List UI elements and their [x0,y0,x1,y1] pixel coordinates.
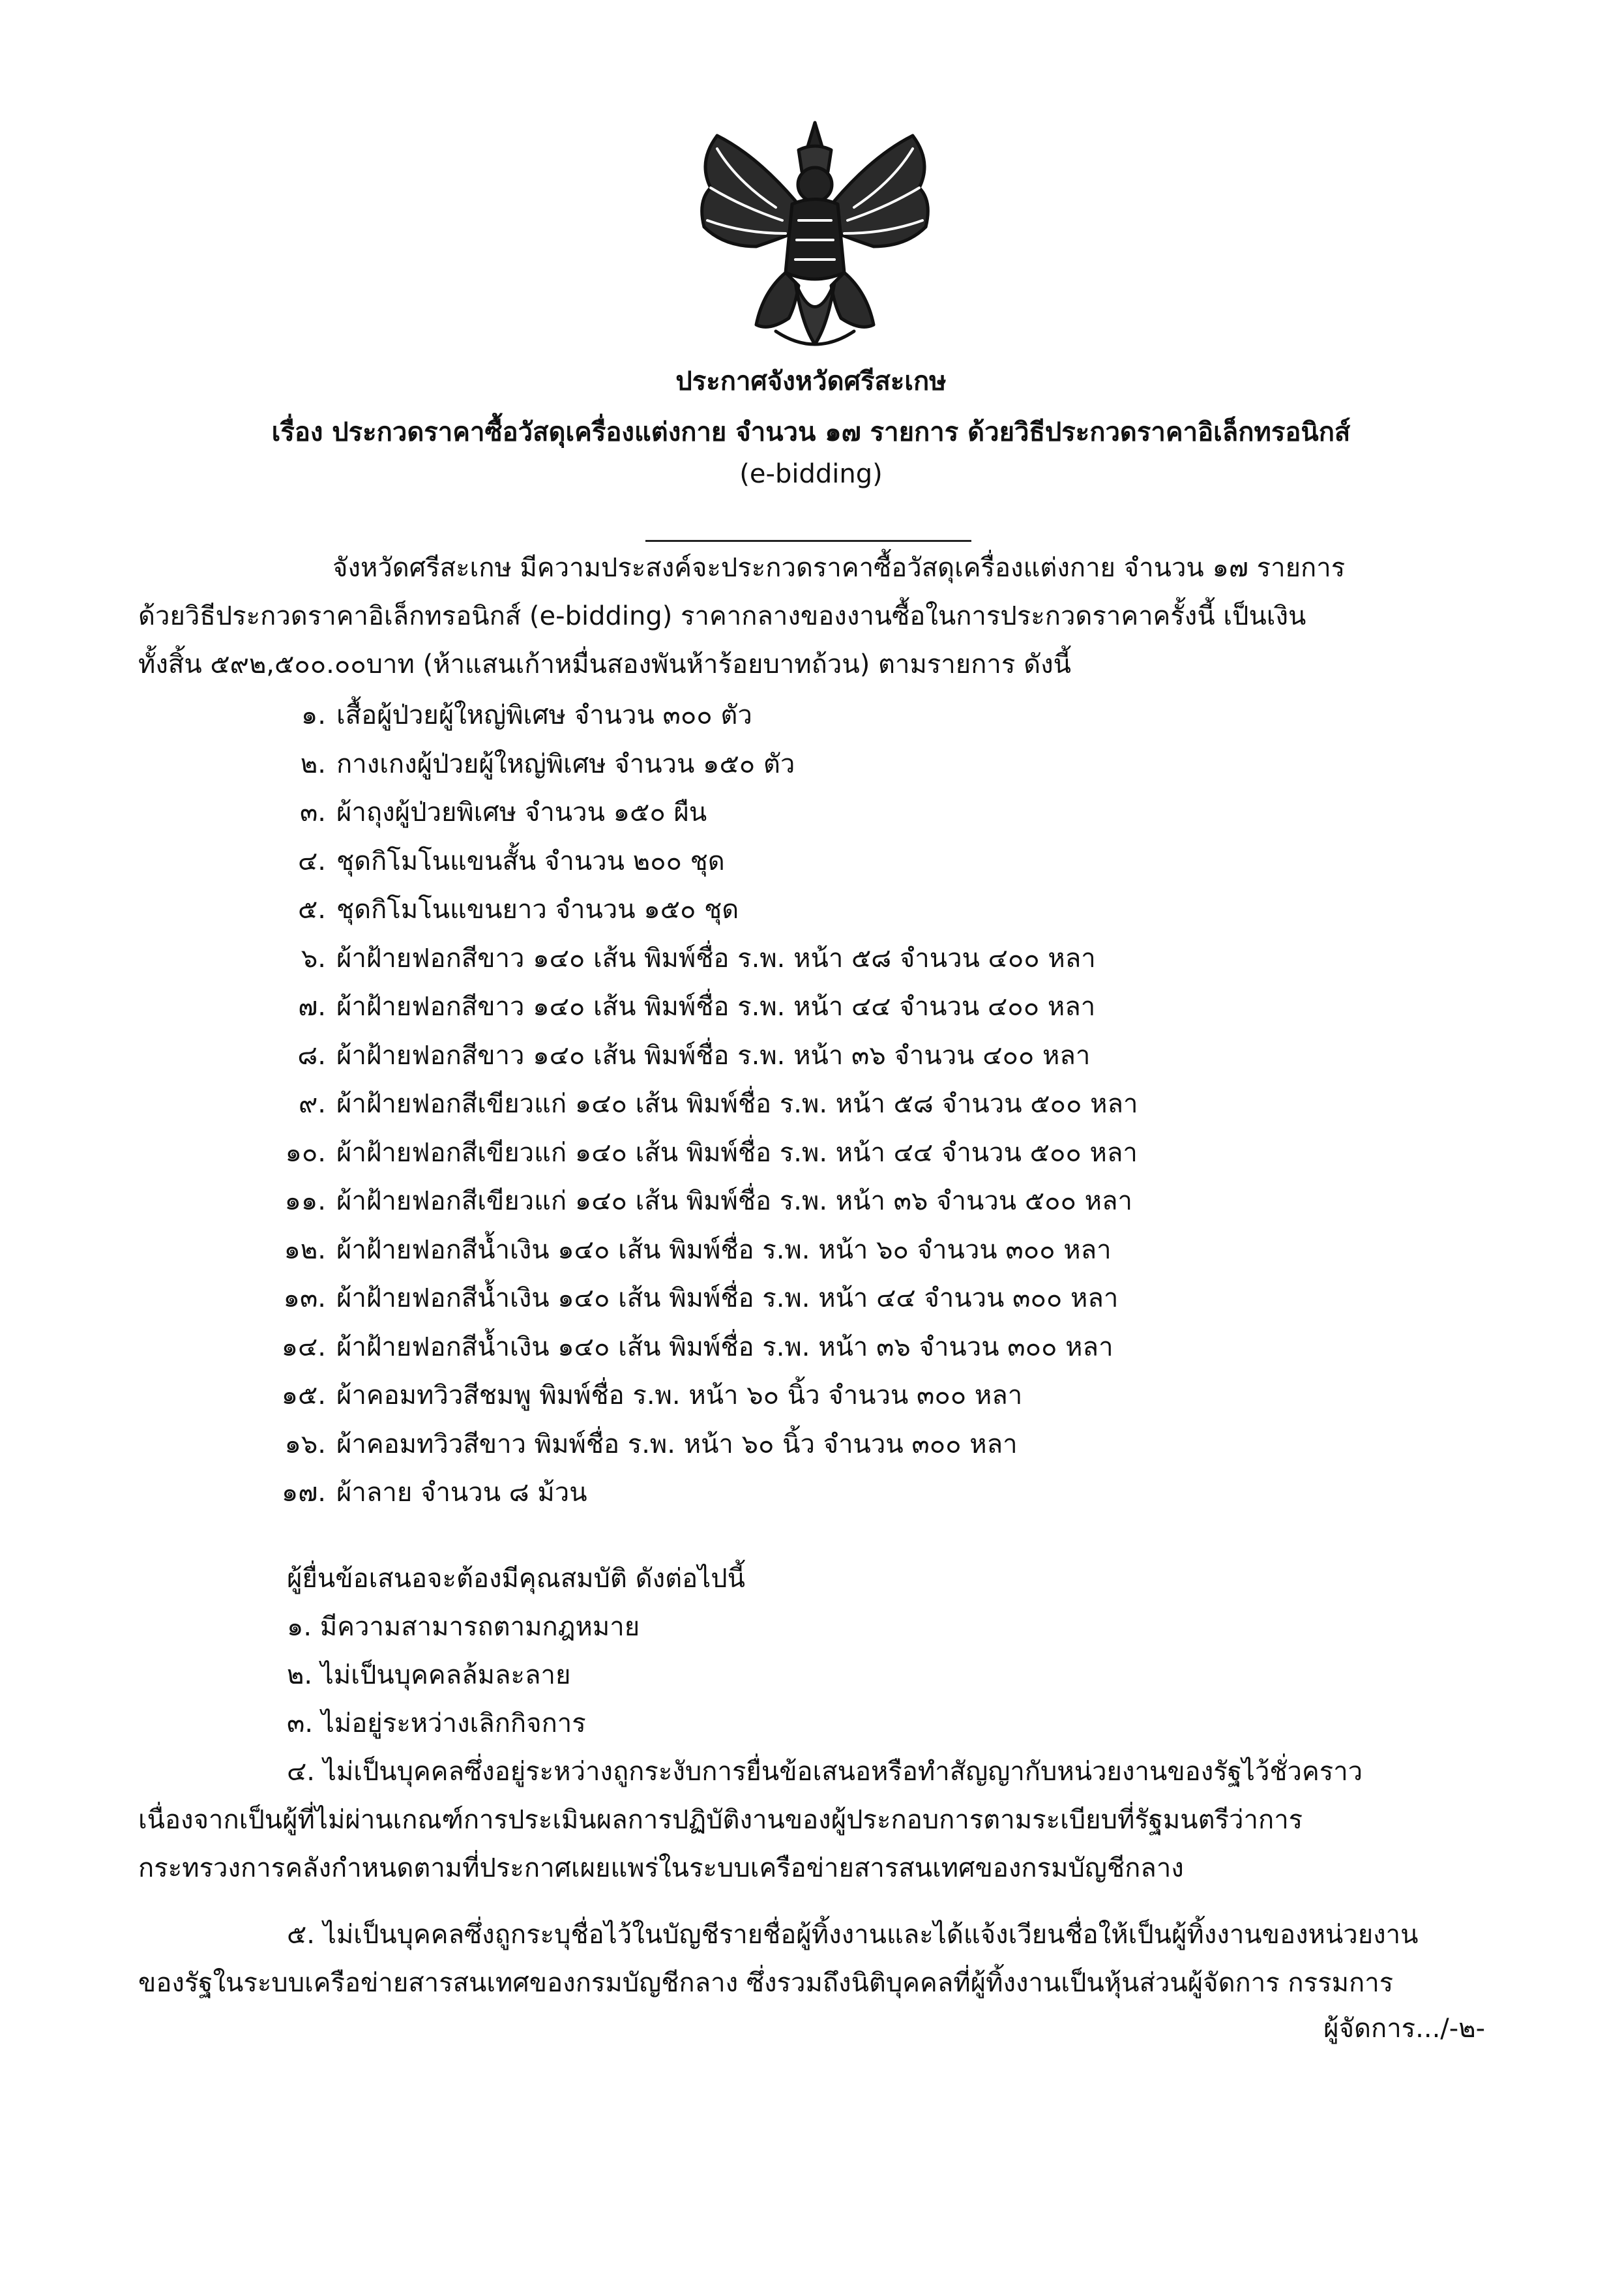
item-number: ๖. [301,943,326,974]
document-method: (e-bidding) [739,459,883,489]
list-item [254,937,1096,979]
item-text: ผ้าฝ้ายฟอกสีเขียวแก่ ๑๔๐ เส้น พิมพ์ชื่อ ร.พ. หน้า ๕๘ จำนวน ๕๐๐ หลา [336,1089,1138,1119]
item-text: ผ้าฝ้ายฟอกสีเขียวแก่ ๑๔๐ เส้น พิมพ์ชื่อ ร.พ. หน้า ๓๖ จำนวน ๕๐๐ หลา [336,1186,1133,1216]
item-number: ๙. [298,1089,326,1119]
title-divider [645,540,971,542]
item-number: ๑๖. [284,1429,326,1459]
list-item [254,1423,1018,1465]
list-item [254,1082,1138,1124]
qualification-2: ๒. ไม่เป็นบุคคลล้มละลาย [287,1660,571,1690]
item-number: ๗. [298,992,326,1022]
intro-line-3: ทั้งสิ้น ๕๙๒,๕๐๐.๐๐บาท (ห้าแสนเก้าหมื่นสองพันห้าร้อยบาทถ้วน) ตามรายการ ดังนี้ [138,649,1071,679]
item-text: ผ้าฝ้ายฟอกสีเขียวแก่ ๑๔๐ เส้น พิมพ์ชื่อ ร.พ. หน้า ๔๔ จำนวน ๕๐๐ หลา [336,1137,1138,1168]
qualification-3: ๓. ไม่อยู่ระหว่างเลิกกิจการ [287,1708,586,1738]
list-item [254,1374,1022,1416]
document-title: ประกาศจังหวัดศรีสะเกษ [675,366,947,396]
item-text: ผ้าฝ้ายฟอกสีน้ำเงิน ๑๔๐ เส้น พิมพ์ชื่อ ร.พ. หน้า ๓๖ จำนวน ๓๐๐ หลา [336,1332,1113,1362]
item-text: ผ้าฝ้ายฟอกสีน้ำเงิน ๑๔๐ เส้น พิมพ์ชื่อ ร.พ. หน้า ๔๔ จำนวน ๓๐๐ หลา [336,1283,1119,1313]
list-item [254,1277,1118,1319]
garuda-emblem-icon [678,110,952,370]
item-text: ผ้าคอมทวิวสีชมพู พิมพ์ชื่อ ร.พ. หน้า ๖๐ นิ้ว จำนวน ๓๐๐ หลา [336,1380,1023,1410]
item-text: ผ้าฝ้ายฟอกสีน้ำเงิน ๑๔๐ เส้น พิมพ์ชื่อ ร.พ. หน้า ๖๐ จำนวน ๓๐๐ หลา [336,1234,1112,1265]
list-item [254,1180,1132,1221]
item-number: ๑. [301,700,326,730]
item-text: ผ้าถุงผู้ป่วยพิเศษ จำนวน ๑๕๐ ผืน [336,798,707,827]
list-item [254,1326,1113,1367]
item-number: ๓. [299,798,326,827]
item-number: ๑๑. [284,1186,326,1216]
item-text: เสื้อผู้ป่วยผู้ใหญ่พิเศษ จำนวน ๓๐๐ ตัว [336,700,752,730]
qualification-5-line-1: ๕. ไม่เป็นบุคคลซึ่งถูกระบุชื่อไว้ในบัญชีรายชื่อผู้ทิ้งงานและได้แจ้งเวียนชื่อให้เป็นผู้ทิ้งงานของหน่วยงาน [287,1920,1419,1950]
qualification-5-line-2: ของรัฐในระบบเครือข่ายสารสนเทศของกรมบัญชีกลาง ซึ่งรวมถึงนิติบุคคลที่ผู้ทิ้งงานเป็นหุ้นส่วนผู้จัดการ กรรมการ [138,1968,1394,1998]
intro-line-2: ด้วยวิธีประกวดราคาอิเล็กทรอนิกส์ (e-bidding) ราคากลางของงานซื้อในการประกวดราคาครั้งนี้ เป็นเงิน [138,601,1306,631]
qualification-1: ๑. มีความสามารถตามกฎหมาย [287,1612,640,1642]
list-item [254,1034,1090,1076]
item-number: ๔. [298,846,326,876]
list-item [254,743,795,784]
list-item [254,888,739,930]
item-text: ผ้าคอมทวิวสีขาว พิมพ์ชื่อ ร.พ. หน้า ๖๐ นิ้ว จำนวน ๓๐๐ หลา [336,1429,1018,1459]
item-text: กางเกงผู้ป่วยผู้ใหญ่พิเศษ จำนวน ๑๕๐ ตัว [336,749,795,779]
list-item [254,791,707,833]
qualification-4-line-3: กระทรวงการคลังกำหนดตามที่ประกาศเผยแพร่ในระบบเครือข่ายสารสนเทศของกรมบัญชีกลาง [138,1853,1184,1883]
item-number: ๑๐. [285,1137,326,1168]
item-number: ๒. [300,749,326,779]
item-number: ๕. [298,895,326,925]
list-item [254,694,752,736]
item-text: ผ้าฝ้ายฟอกสีขาว ๑๔๐ เส้น พิมพ์ชื่อ ร.พ. หน้า ๔๔ จำนวน ๔๐๐ หลา [336,992,1096,1022]
item-number: ๑๕. [281,1380,326,1410]
item-number: ๘. [297,1040,326,1071]
qualification-4-line-2: เนื่องจากเป็นผู้ที่ไม่ผ่านเกณฑ์การประเมินผลการปฏิบัติงานของผู้ประกอบการตามระเบียบที่รัฐมนตรีว่าการ [138,1805,1303,1835]
item-text: ผ้าฝ้ายฟอกสีขาว ๑๔๐ เส้น พิมพ์ชื่อ ร.พ. หน้า ๕๘ จำนวน ๔๐๐ หลา [336,943,1096,974]
list-item [254,985,1095,1027]
page-continuation: ผู้จัดการ.../-๒- [1323,2014,1485,2044]
qualifications-heading: ผู้ยื่นข้อเสนอจะต้องมีคุณสมบัติ ดังต่อไปนี้ [287,1564,745,1594]
item-text: ผ้าลาย จำนวน ๘ ม้วน [336,1478,587,1508]
intro-line-1: จังหวัดศรีสะเกษ มีความประสงค์จะประกวดราคาซื้อวัสดุเครื่องแต่งกาย จำนวน ๑๗ รายการ [332,553,1346,583]
list-item [254,1471,587,1513]
qualification-4-line-1: ๔. ไม่เป็นบุคคลซึ่งอยู่ระหว่างถูกระงับการยื่นข้อเสนอหรือทำสัญญากับหน่วยงานของรัฐไว้ชั่วคราว [287,1757,1363,1787]
item-number: ๑๓. [283,1283,326,1313]
item-text: ชุดกิโมโนแขนสั้น จำนวน ๒๐๐ ชุด [336,846,725,876]
item-number: ๑๔. [281,1332,326,1362]
list-item [254,1131,1138,1173]
item-number: ๑๗. [281,1478,326,1508]
list-item [254,840,725,882]
item-text: ผ้าฝ้ายฟอกสีขาว ๑๔๐ เส้น พิมพ์ชื่อ ร.พ. หน้า ๓๖ จำนวน ๔๐๐ หลา [336,1040,1091,1071]
list-item [254,1229,1112,1270]
document-subject: เรื่อง ประกวดราคาซื้อวัสดุเครื่องแต่งกาย จำนวน ๑๗ รายการ ด้วยวิธีประกวดราคาอิเล็กทรอนิกส์ [271,417,1351,447]
item-text: ชุดกิโมโนแขนยาว จำนวน ๑๕๐ ชุด [336,895,739,925]
item-number: ๑๒. [284,1234,326,1265]
